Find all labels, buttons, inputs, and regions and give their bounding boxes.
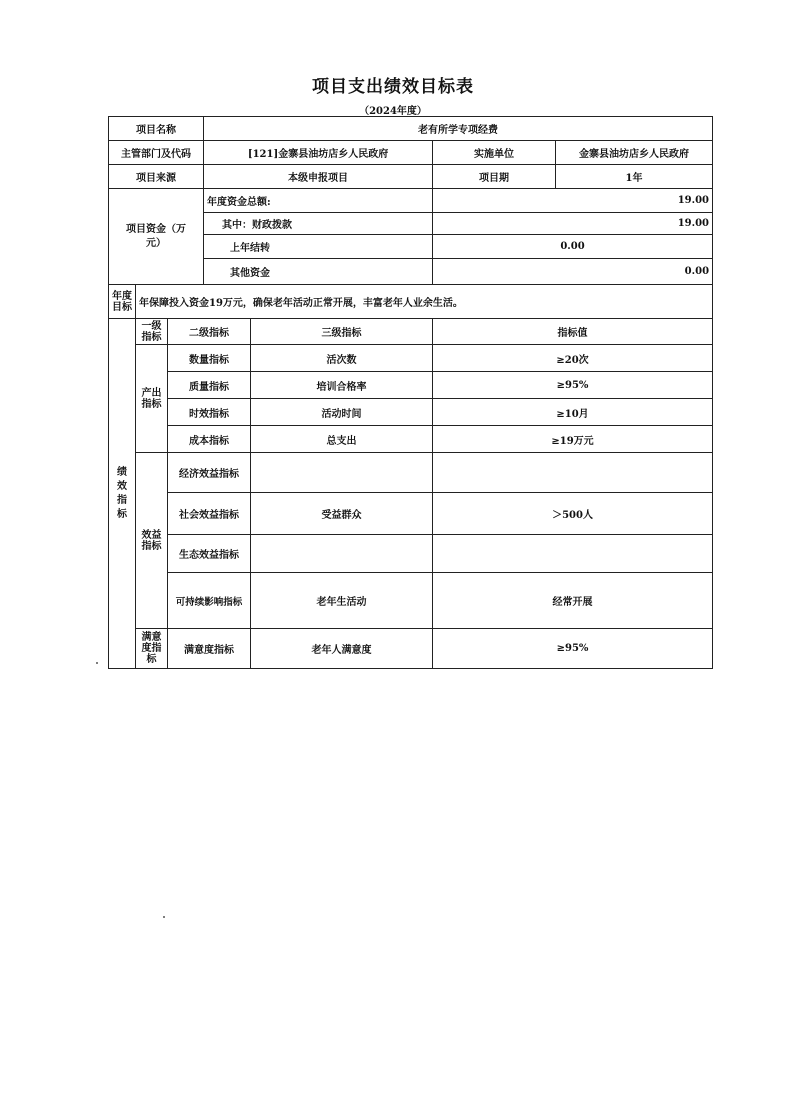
- table-row: [109, 372, 713, 399]
- table-row: [109, 426, 713, 453]
- output-level3: 培训合格率: [251, 372, 433, 399]
- output-level2: 数量指标: [168, 345, 251, 372]
- impl-unit-label: 实施单位: [433, 141, 556, 165]
- benefit-value: [433, 535, 713, 573]
- header-level2: 二级指标: [168, 319, 251, 345]
- funds-total-label: 年度资金总额:: [204, 189, 433, 213]
- source-value: 本级申报项目: [204, 165, 433, 189]
- dept-value: [121]金寨县油坊店乡人民政府: [204, 141, 433, 165]
- table-row: [109, 453, 713, 493]
- funds-label-text: 项目资金（万元）: [126, 223, 187, 249]
- header-level3: 三级指标: [251, 319, 433, 345]
- satisfaction-level2: 满意度指标: [168, 629, 251, 669]
- output-level2: 时效指标: [168, 399, 251, 426]
- row-source: [109, 165, 713, 189]
- output-value: ≥10月: [433, 399, 713, 426]
- benefit-level2: 社会效益指标: [168, 493, 251, 535]
- row-indicator-header: [109, 319, 713, 345]
- output-level3: 总支出: [251, 426, 433, 453]
- table-row: [109, 493, 713, 535]
- benefit-level3: 老年生活动: [251, 573, 433, 629]
- project-name-label: 项目名称: [109, 117, 204, 141]
- funds-carryover-label: 上年结转: [204, 235, 433, 259]
- header-value: 指标值: [433, 319, 713, 345]
- scan-speck: [163, 916, 165, 918]
- row-funds-total: [109, 189, 713, 213]
- source-label: 项目来源: [109, 165, 204, 189]
- row-annual-goal: [109, 285, 713, 319]
- satisfaction-indicator-label: 满意度指标: [136, 629, 168, 669]
- performance-indicator-label: 绩效指标: [109, 319, 136, 669]
- benefit-level3: [251, 535, 433, 573]
- table-row: [109, 345, 713, 372]
- satisfaction-value: ≥95%: [433, 629, 713, 669]
- output-level2: 质量指标: [168, 372, 251, 399]
- output-level3: 活次数: [251, 345, 433, 372]
- benefit-level2: 生态效益指标: [168, 535, 251, 573]
- benefit-value: 经常开展: [433, 573, 713, 629]
- annual-goal-label: 年度目标: [109, 285, 136, 319]
- scan-speck: [96, 662, 98, 664]
- funds-label: [109, 189, 204, 285]
- header-level1: 一级指标: [136, 319, 168, 345]
- output-level2: 成本指标: [168, 426, 251, 453]
- benefit-level3: 受益群众: [251, 493, 433, 535]
- performance-table: [108, 116, 713, 669]
- benefit-level3: [251, 453, 433, 493]
- document-title: 项目支出绩效目标表: [312, 77, 474, 97]
- benefit-level2: 可持续影响指标: [168, 573, 251, 629]
- output-value: ≥20次: [433, 345, 713, 372]
- output-value: ≥19万元: [433, 426, 713, 453]
- table-row: [109, 629, 713, 669]
- period-label: 项目期: [433, 165, 556, 189]
- benefit-indicator-label: 效益指标: [136, 453, 168, 629]
- table-row: [109, 573, 713, 629]
- table-row: [109, 399, 713, 426]
- output-value: ≥95%: [433, 372, 713, 399]
- funds-other-value: 0.00: [433, 259, 713, 285]
- satisfaction-level3: 老年人满意度: [251, 629, 433, 669]
- funds-other-label: 其他资金: [204, 259, 433, 285]
- output-level3: 活动时间: [251, 399, 433, 426]
- project-name-value: 老有所学专项经费: [204, 117, 713, 141]
- dept-label: 主管部门及代码: [109, 141, 204, 165]
- output-indicator-label: 产出指标: [136, 345, 168, 453]
- row-project-name: [109, 117, 713, 141]
- funds-carryover-value: 0.00: [433, 235, 713, 259]
- table-row: [109, 535, 713, 573]
- funds-total-value: 19.00: [433, 189, 713, 213]
- benefit-value: [433, 453, 713, 493]
- funds-fiscal-value: 19.00: [433, 213, 713, 235]
- benefit-level2: 经济效益指标: [168, 453, 251, 493]
- benefit-value: ＞500人: [433, 493, 713, 535]
- impl-unit-value: 金寨县油坊店乡人民政府: [556, 141, 713, 165]
- annual-goal-text: 年保障投入资金19万元，确保老年活动正常开展，丰富老年人业余生活。: [136, 285, 713, 319]
- row-department: [109, 141, 713, 165]
- funds-fiscal-label: 其中：财政拨款: [204, 213, 433, 235]
- document-subtitle: （2024年度）: [359, 106, 427, 117]
- period-value: 1年: [556, 165, 713, 189]
